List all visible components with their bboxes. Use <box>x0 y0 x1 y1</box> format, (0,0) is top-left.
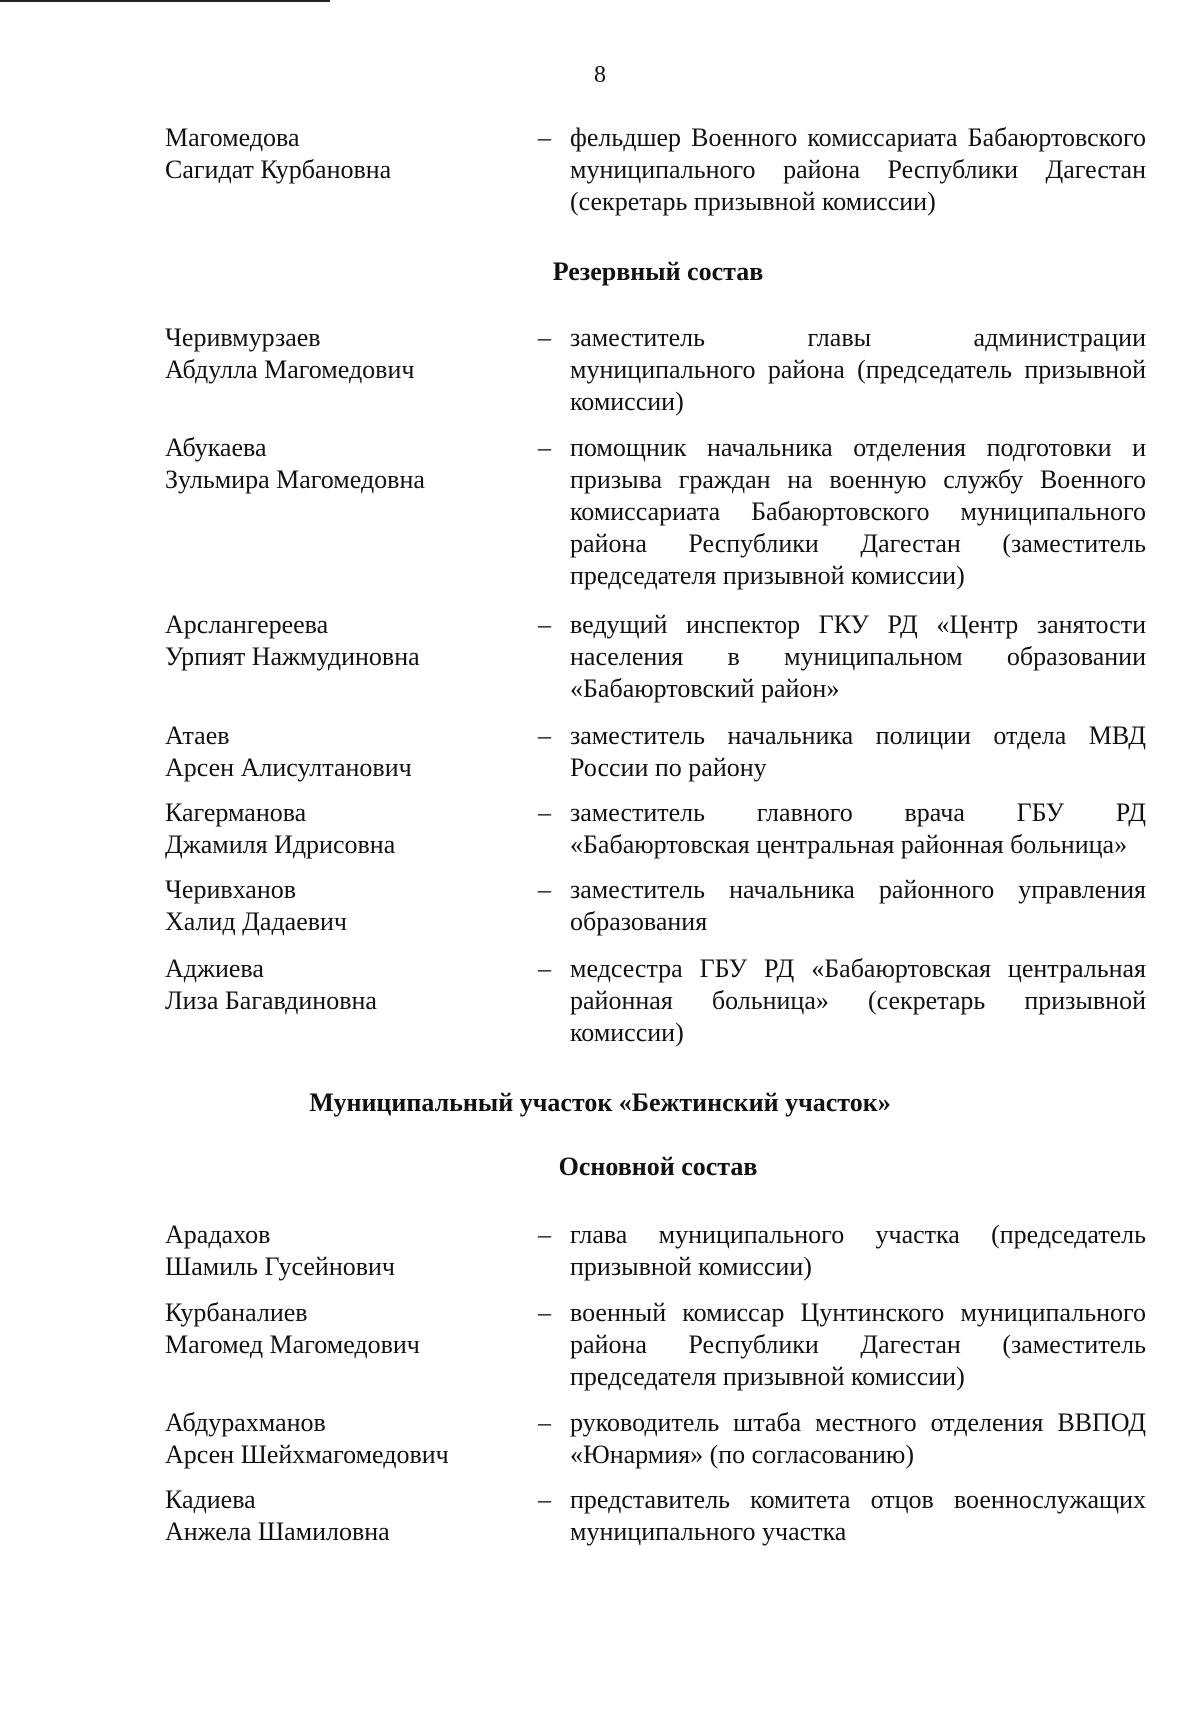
member-given-names: Сагидат Курбановна <box>165 155 392 184</box>
dash: – <box>538 1220 551 1249</box>
district-heading: Муниципальный участок «Бежтинский участок» <box>309 1088 891 1117</box>
member-role-text: ведущий инспектор ГКУ РД «Центр занятости населения в муниципальном образовании «Бабаюртовский район» <box>570 610 1146 703</box>
member-given-names: Арсен Шейхмагомедович <box>165 1440 449 1469</box>
member-surname: Курбаналиев <box>165 1298 308 1327</box>
member-given-names: Абдулла Магомедович <box>165 355 415 384</box>
member-role-text: глава муниципального участка (председатель призывной комиссии) <box>570 1220 1146 1281</box>
member-surname: Абукаева <box>165 433 267 462</box>
member-surname: Кагерманова <box>165 798 307 827</box>
member-surname: Атаев <box>165 721 230 750</box>
member-role-text: военный комиссар Цунтинского муниципального района Республики Дагестан (заместитель председателя призывной комиссии) <box>570 1298 1146 1391</box>
member-name <box>165 1219 525 1283</box>
member-surname: Черивмурзаев <box>165 323 321 352</box>
member-name <box>165 432 525 496</box>
member-name <box>165 953 525 1017</box>
member-role-text: заместитель начальника полиции отдела МВД России по району <box>570 721 1146 782</box>
member-role <box>538 720 1146 784</box>
dash: – <box>538 798 551 827</box>
member-given-names: Зульмира Магомедовна <box>165 465 425 494</box>
member-role <box>538 874 1146 938</box>
member-name <box>165 1484 525 1548</box>
member-role-text: заместитель главы администрации муниципального района (председатель призывной комиссии) <box>570 323 1146 416</box>
member-role <box>538 322 1146 418</box>
dash: – <box>538 954 551 983</box>
dash: – <box>538 1298 551 1327</box>
member-name <box>165 797 525 861</box>
member-surname: Черивханов <box>165 875 297 904</box>
member-role <box>538 1407 1146 1471</box>
dash: – <box>538 433 551 462</box>
member-role-text: фельдшер Военного комиссариата Бабаюртовского муниципального района Республики Дагестан (секретарь призывной комиссии) <box>570 123 1146 216</box>
member-given-names: Магомед Магомедович <box>165 1330 420 1359</box>
member-name <box>165 609 525 673</box>
member-role <box>538 432 1146 592</box>
member-given-names: Урпият Нажмудиновна <box>165 642 420 671</box>
member-name <box>165 1297 525 1361</box>
member-role-text: медсестра ГБУ РД «Бабаюртовская центральная районная больница» (секретарь призывной комиссии) <box>570 954 1146 1047</box>
member-name <box>165 1407 525 1471</box>
member-surname: Арадахов <box>165 1220 271 1249</box>
dash: – <box>538 875 551 904</box>
member-role-text: заместитель начальника районного управления образования <box>570 875 1146 936</box>
top-rule <box>0 0 330 2</box>
page-number: 8 <box>594 62 606 88</box>
dash: – <box>538 1485 551 1514</box>
member-role <box>538 1297 1146 1393</box>
member-role <box>538 797 1146 861</box>
main-composition-heading: Основной состав <box>558 1152 758 1181</box>
member-surname: Кадиева <box>165 1485 256 1514</box>
member-surname: Аджиева <box>165 954 264 983</box>
member-given-names: Арсен Алисултанович <box>165 753 412 782</box>
member-name <box>165 720 525 784</box>
member-role-text: помощник начальника отделения подготовки и призыва граждан на военную службу Военного комиссариата Бабаюртовского муниципального района Республики Дагестан (заместитель председателя призывной комиссии) <box>570 433 1146 590</box>
member-role-text: представитель комитета отцов военнослужащих муниципального участка <box>570 1485 1146 1546</box>
member-surname: Арслангереева <box>165 610 329 639</box>
member-role <box>538 609 1146 705</box>
member-given-names: Шамиль Гусейнович <box>165 1252 396 1281</box>
member-role-text: руководитель штаба местного отделения ВВПОД «Юнармия» (по согласованию) <box>570 1408 1146 1469</box>
member-given-names: Лиза Багавдиновна <box>165 986 377 1015</box>
member-name <box>165 874 525 938</box>
dash: – <box>538 1408 551 1437</box>
member-name <box>165 122 525 186</box>
member-given-names: Джамиля Идрисовна <box>165 830 396 859</box>
dash: – <box>538 721 551 750</box>
member-role <box>538 1219 1146 1283</box>
dash: – <box>538 323 551 352</box>
member-surname: Абдурахманов <box>165 1408 326 1437</box>
member-surname: Магомедова <box>165 123 300 152</box>
member-role <box>538 1484 1146 1548</box>
reserve-heading: Резервный состав <box>552 257 764 286</box>
member-role <box>538 122 1146 218</box>
dash: – <box>538 610 551 639</box>
member-given-names: Халид Дадаевич <box>165 907 348 936</box>
dash: – <box>538 123 551 152</box>
member-role-text: заместитель главного врача ГБУ РД «Бабаюртовская центральная районная больница» <box>570 798 1146 859</box>
member-role <box>538 953 1146 1049</box>
member-given-names: Анжела Шамиловна <box>165 1517 390 1546</box>
member-name <box>165 322 525 386</box>
